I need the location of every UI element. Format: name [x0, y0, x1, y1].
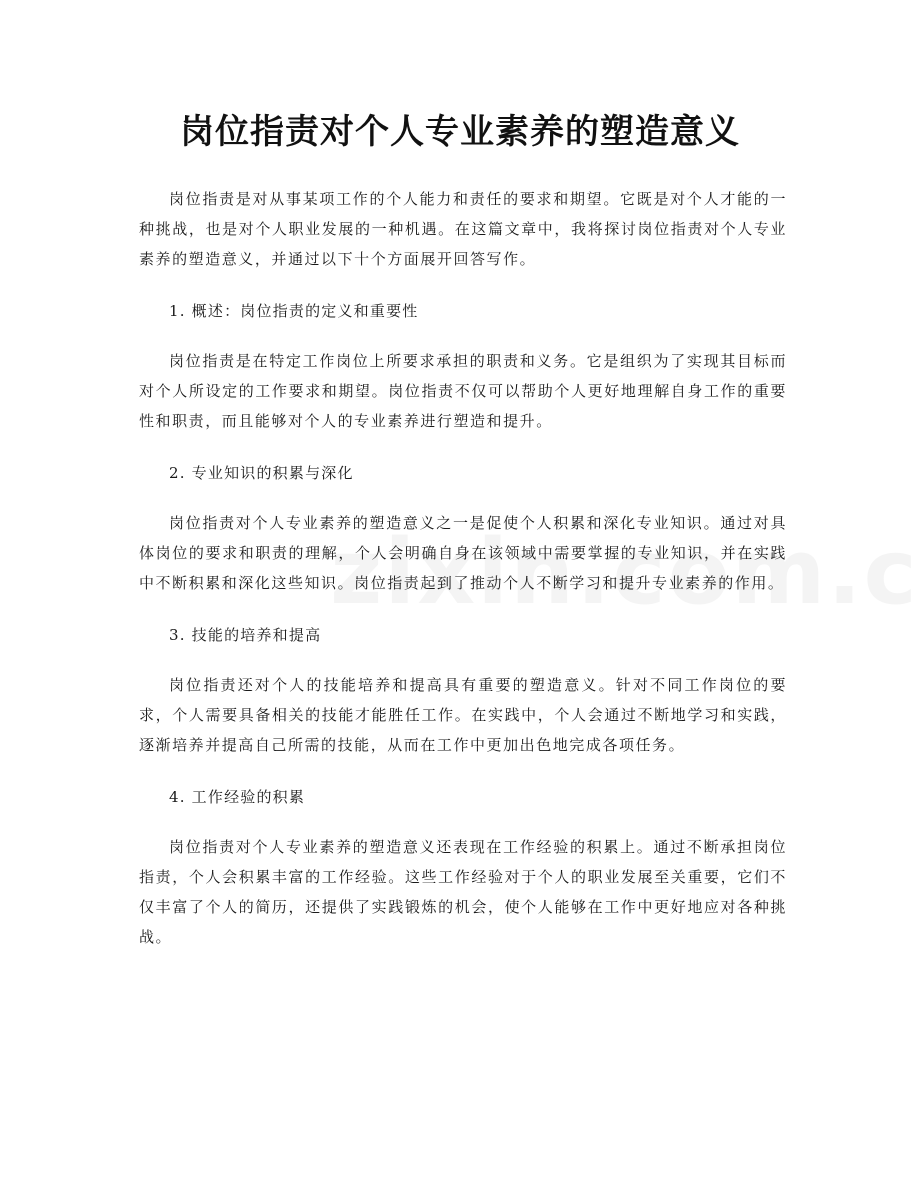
- section-heading-1: 1. 概述：岗位指责的定义和重要性: [169, 302, 419, 320]
- document-body: [139, 184, 787, 952]
- section-heading-3: 3. 技能的培养和提高: [169, 626, 322, 644]
- document-title: 岗位指责对个人专业素养的塑造意义: [180, 112, 740, 152]
- section-heading-4: 4. 工作经验的积累: [169, 788, 306, 806]
- section-paragraph-3: 岗位指责还对个人的技能培养和提高具有重要的塑造意义。针对不同工作岗位的要求，个人需要具备相关的技能才能胜任工作。在实践中，个人会通过不断地学习和实践，逐渐培养并提高自己所需的技能，从而在工作中更加出色地完成各项任务。: [139, 676, 787, 754]
- section-heading-2: 2. 专业知识的积累与深化: [169, 464, 354, 482]
- section-paragraph-4: 岗位指责对个人专业素养的塑造意义还表现在工作经验的积累上。通过不断承担岗位指责，个人会积累丰富的工作经验。这些工作经验对于个人的职业发展至关重要，它们不仅丰富了个人的简历，还提供了实践锻炼的机会，使个人能够在工作中更好地应对各种挑战。: [139, 838, 787, 946]
- intro-paragraph: 岗位指责是对从事某项工作的个人能力和责任的要求和期望。它既是对个人才能的一种挑战，也是对个人职业发展的一种机遇。在这篇文章中，我将探讨岗位指责对个人专业素养的塑造意义，并通过以下十个方面展开回答写作。: [139, 190, 787, 268]
- section-paragraph-2: 岗位指责对个人专业素养的塑造意义之一是促使个人积累和深化专业知识。通过对具体岗位的要求和职责的理解，个人会明确自身在该领域中需要掌握的专业知识，并在实践中不断积累和深化这些知识。岗位指责起到了推动个人不断学习和提升专业素养的作用。: [139, 514, 787, 592]
- section-paragraph-1: 岗位指责是在特定工作岗位上所要求承担的职责和义务。它是组织为了实现其目标而对个人所设定的工作要求和期望。岗位指责不仅可以帮助个人更好地理解自身工作的重要性和职责，而且能够对个人的专业素养进行塑造和提升。: [139, 352, 787, 430]
